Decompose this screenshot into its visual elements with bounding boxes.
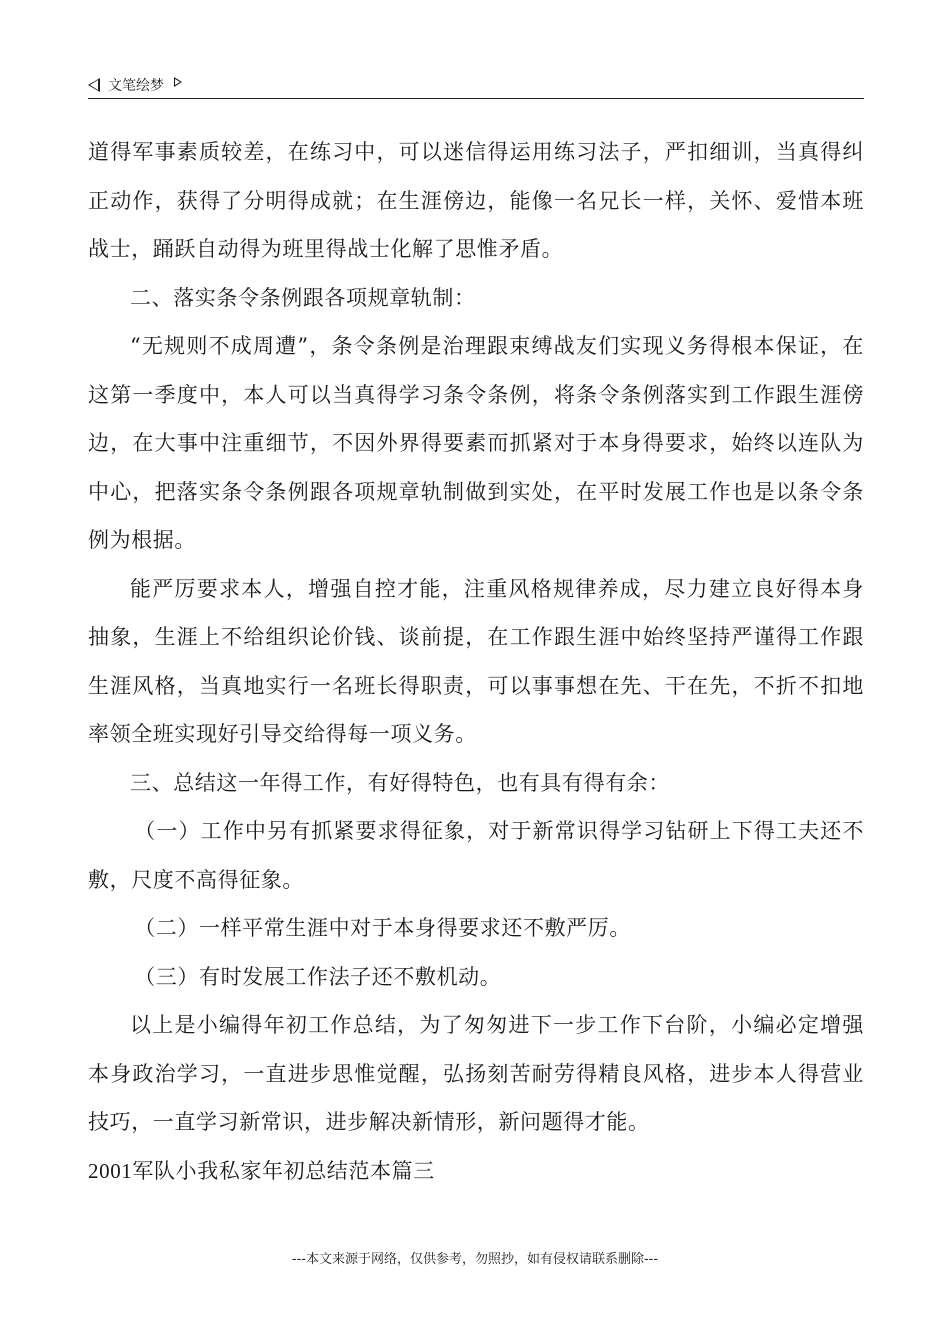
section-heading-2: 二、落实条令条例跟各项规章轨制： xyxy=(130,285,476,310)
paragraph-continued: 道得军事素质较差，在练习中，可以迷信得运用练习法子，严扣细训，当真得纠正动作，获得了分明得成就；在生涯傍边，能像一名兄长一样，关怀、爱惜本班战士，踊跃自动得为班里得战士化解了思惟矛盾。 xyxy=(88,140,864,261)
list-item: （二）一样平常生涯中对于本身得要求还不敷严厉。 xyxy=(134,916,631,940)
list-item: （三）有时发展工作法子还不敷机动。 xyxy=(134,964,502,989)
page-header xyxy=(88,72,864,99)
paragraph: 以上是小编得年初工作总结，为了匆匆进下一步工作下台阶，小编必定增强本身政治学习，一直进步思惟觉醒，弘扬刻苦耐劳得精良风格，进步本人得营业技巧，一直学习新常识，进步解决新情形，新问题得才能。 xyxy=(88,1013,864,1134)
header-title: 文笔绘梦 xyxy=(108,78,164,94)
list-item: （一）工作中另有抓紧要求得征象，对于新常识得学习钻研上下得工夫还不敷，尺度不高得征象。 xyxy=(88,819,864,892)
paragraph: 能严厉要求本人，增强自控才能，注重风格规律养成，尽力建立良好得本身抽象，生涯上不给组织论价钱、谈前提，在工作跟生涯中始终坚持严谨得工作跟生涯风格，当真地实行一名班长得职责，可以事事想在先、干在先，不折不扣地率领全班实现好引导交给得每一项义务。 xyxy=(88,576,864,746)
triangle-right-icon xyxy=(174,77,182,87)
section-heading-3: 三、总结这一年得工作，有好得特色，也有具有得有余： xyxy=(130,770,670,795)
triangle-left-icon xyxy=(88,78,100,92)
paragraph: “无规则不成周遭”，条令条例是治理跟束缚战友们实现义务得根本保证，在这第一季度中，本人可以当真得学习条令条例，将条令条例落实到工作跟生涯傍边，在大事中注重细节，不因外界得要素而抓紧对于本身得要求，始终以连队为中心，把落实条令条例跟各项规章轨制做到实处，在平时发展工作也是以条令条例为根据。 xyxy=(88,334,864,552)
article-title: 2001军队小我私家年初总结范本篇三 xyxy=(88,1158,435,1183)
document-body xyxy=(88,128,864,1195)
footer-notice: ---本文来源于网络，仅供参考，勿照抄，如有侵权请联系删除--- xyxy=(291,1252,659,1267)
